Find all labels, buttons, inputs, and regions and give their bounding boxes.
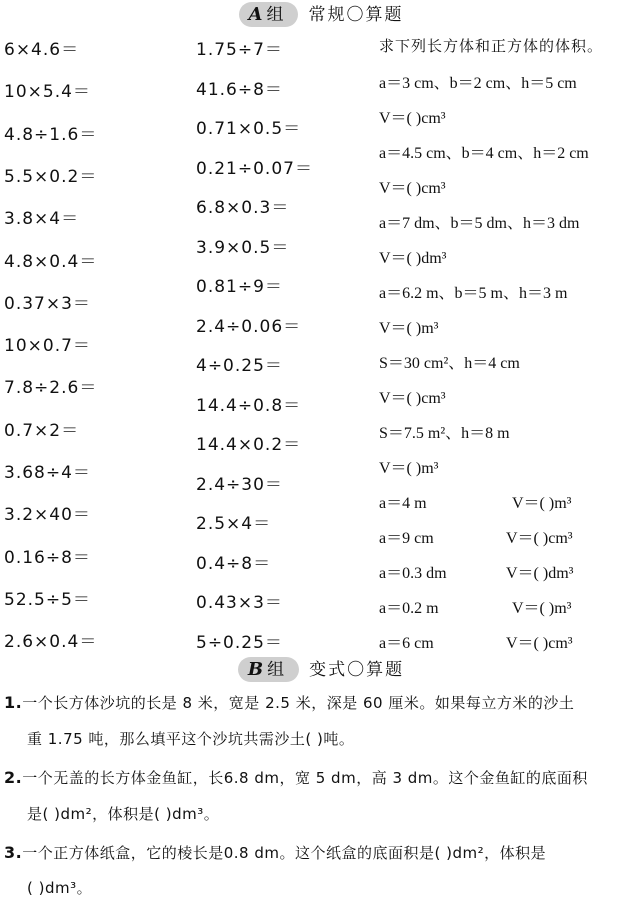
cube-edge-4: a＝0.2 m xyxy=(379,600,439,617)
cube-edge-2: a＝9 cm xyxy=(379,530,434,547)
section-b-header xyxy=(0,655,642,682)
section-a-header xyxy=(0,0,642,27)
column-1-exercise[interactable]: 6×4.6＝ xyxy=(4,40,80,60)
column-2-exercise[interactable]: 0.71×0.5＝ xyxy=(196,119,302,139)
answer-2[interactable]: V＝( )cm³ xyxy=(379,180,446,197)
column-1-exercise[interactable]: 5.5×0.2＝ xyxy=(4,166,98,187)
cube-answer-3[interactable]: V＝( )dm³ xyxy=(506,565,574,582)
cube-answer-2[interactable]: V＝( )cm³ xyxy=(506,530,573,547)
given-4: a＝6.2 m、b＝5 m、h＝3 m xyxy=(379,285,568,302)
cube-answer-1[interactable]: V＝( )m³ xyxy=(512,495,572,512)
volume-instruction: 求下列长方体和正方体的体积。 xyxy=(379,37,604,55)
column-1-exercise[interactable]: 0.16÷8＝ xyxy=(4,547,91,568)
column-2-exercise[interactable]: 6.8×0.3＝ xyxy=(196,198,290,218)
given-5: S＝30 cm²、h＝4 cm xyxy=(379,355,520,372)
column-2-exercise[interactable]: 2.4÷0.06＝ xyxy=(196,316,302,337)
column-1-exercise[interactable]: 10×5.4＝ xyxy=(4,82,91,103)
given-6: S＝7.5 m²、h＝8 m xyxy=(379,425,510,442)
cube-edge-1: a＝4 m xyxy=(379,495,427,512)
column-2-exercise[interactable]: 0.4÷8＝ xyxy=(196,553,272,574)
column-2-exercise[interactable]: 4÷0.25＝ xyxy=(196,356,283,376)
section-a-title: 常规〇算题 xyxy=(308,5,404,25)
column-1-exercise[interactable]: 4.8÷1.6＝ xyxy=(4,124,98,145)
section-b-badge: B 组 xyxy=(238,657,299,682)
column-2-exercise[interactable]: 14.4÷0.8＝ xyxy=(196,395,302,416)
column-2-exercise[interactable]: 0.21÷0.07＝ xyxy=(196,158,313,179)
answer-1[interactable]: V＝( )cm³ xyxy=(379,110,446,127)
problem-2-line-1: 2.一个无盖的长方体金鱼缸，长6.8 dm，宽 5 dm，高 3 dm。这个金鱼缸的底面积 xyxy=(4,768,588,787)
column-1-exercise[interactable]: 10×0.7＝ xyxy=(4,336,91,357)
answer-5[interactable]: V＝( )cm³ xyxy=(379,390,446,407)
given-1: a＝3 cm、b＝2 cm、h＝5 cm xyxy=(379,75,577,92)
column-2-exercise[interactable]: 41.6÷8＝ xyxy=(196,79,283,100)
section-a-badge: A 组 xyxy=(239,2,299,27)
problem-3-line-1[interactable]: 3.一个正方体纸盒，它的棱长是0.8 dm。这个纸盒的底面积是( )dm²，体积是 xyxy=(4,843,547,862)
column-1-exercise[interactable]: 0.7×2＝ xyxy=(4,420,80,441)
answer-6[interactable]: V＝( )m³ xyxy=(379,460,439,477)
column-2-exercise[interactable]: 5÷0.25＝ xyxy=(196,632,283,653)
column-1-exercise[interactable]: 7.8÷2.6＝ xyxy=(4,378,98,399)
problem-3-line-2[interactable]: ( )dm³。 xyxy=(27,879,93,897)
given-2: a＝4.5 cm、b＝4 cm、h＝2 cm xyxy=(379,145,589,162)
column-1-exercise[interactable]: 52.5÷5＝ xyxy=(4,589,91,610)
column-2-exercise[interactable]: 2.5×4＝ xyxy=(196,514,272,534)
column-2-exercise[interactable]: 0.81÷9＝ xyxy=(196,277,283,297)
section-b-title: 变式〇算题 xyxy=(309,660,405,680)
answer-4[interactable]: V＝( )m³ xyxy=(379,320,439,337)
problem-1-line-2[interactable]: 重 1.75 吨，那么填平这个沙坑共需沙土( )吨。 xyxy=(27,730,355,748)
problem-2-line-2[interactable]: 是( )dm²，体积是( )dm³。 xyxy=(27,805,220,823)
cube-edge-5: a＝6 cm xyxy=(379,635,434,652)
column-2-exercise[interactable]: 1.75÷7＝ xyxy=(196,40,283,60)
problem-1-line-1: 1.一个长方体沙坑的长是 8 米，宽是 2.5 米，深是 60 厘米。如果每立方米的沙土 xyxy=(4,693,575,712)
column-1-exercise[interactable]: 3.68÷4＝ xyxy=(4,463,91,483)
column-1-exercise[interactable]: 4.8×0.4＝ xyxy=(4,251,98,272)
column-2-exercise[interactable]: 14.4×0.2＝ xyxy=(196,435,302,455)
column-2-exercise[interactable]: 2.4÷30＝ xyxy=(196,474,283,495)
cube-answer-5[interactable]: V＝( )cm³ xyxy=(506,635,573,652)
given-3: a＝7 dm、b＝5 dm、h＝3 dm xyxy=(379,215,580,232)
cube-edge-3: a＝0.3 dm xyxy=(379,565,447,582)
column-1-exercise[interactable]: 3.8×4＝ xyxy=(4,209,80,230)
column-2-exercise[interactable]: 0.43×3＝ xyxy=(196,593,283,613)
column-1-exercise[interactable]: 3.2×40＝ xyxy=(4,505,91,526)
column-2-exercise[interactable]: 3.9×0.5＝ xyxy=(196,237,290,258)
answer-3[interactable]: V＝( )dm³ xyxy=(379,250,447,267)
cube-answer-4[interactable]: V＝( )m³ xyxy=(512,600,572,617)
column-1-exercise[interactable]: 2.6×0.4＝ xyxy=(4,632,98,653)
column-1-exercise[interactable]: 0.37×3＝ xyxy=(4,293,91,314)
